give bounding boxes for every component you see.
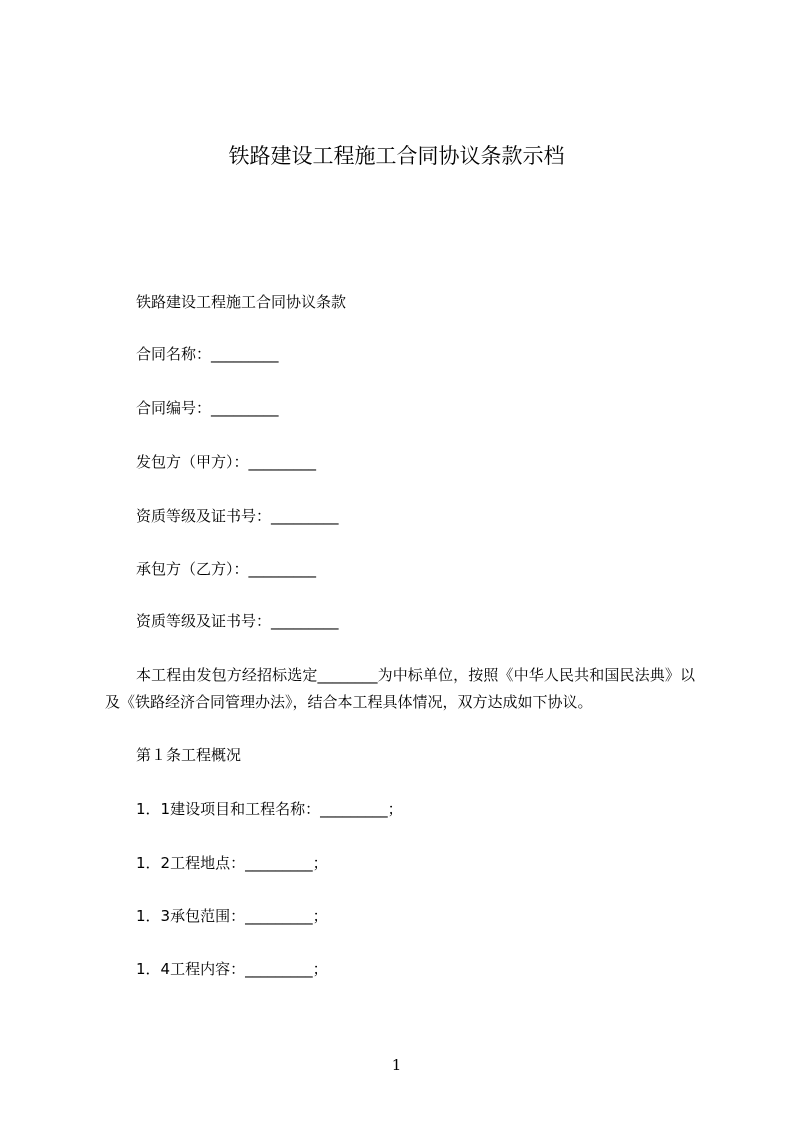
field-party-b: 承包方（乙方）：_________ [136, 560, 317, 578]
article-1-item: 1．1建设项目和工程名称：_________； [136, 800, 403, 818]
article-1-item: 1．3承包范围：_________； [136, 907, 328, 925]
intro-paragraph: 本工程由发包方经招标选定________为中标单位，按照《中华人民共和国民法典》以及《铁路经济合同管理办法》，结合本工程具体情况，双方达成如下协议。 [105, 666, 695, 711]
page-number: 1 [391, 1056, 402, 1074]
article-1-heading: 第１条工程概况 [136, 746, 242, 764]
document-subtitle: 铁路建设工程施工合同协议条款 [136, 293, 347, 311]
field-party-b-qualification: 资质等级及证书号：_________ [136, 612, 339, 630]
field-contract-number: 合同编号：_________ [136, 399, 279, 417]
field-contract-name: 合同名称：_________ [136, 345, 279, 363]
field-party-a: 发包方（甲方）：_________ [136, 453, 317, 471]
document-title: 铁路建设工程施工合同协议条款示档 [228, 144, 565, 168]
article-1-item: 1．4工程内容：_________； [136, 960, 328, 978]
field-party-a-qualification: 资质等级及证书号：_________ [136, 507, 339, 525]
article-1-item: 1．2工程地点：_________； [136, 854, 328, 872]
